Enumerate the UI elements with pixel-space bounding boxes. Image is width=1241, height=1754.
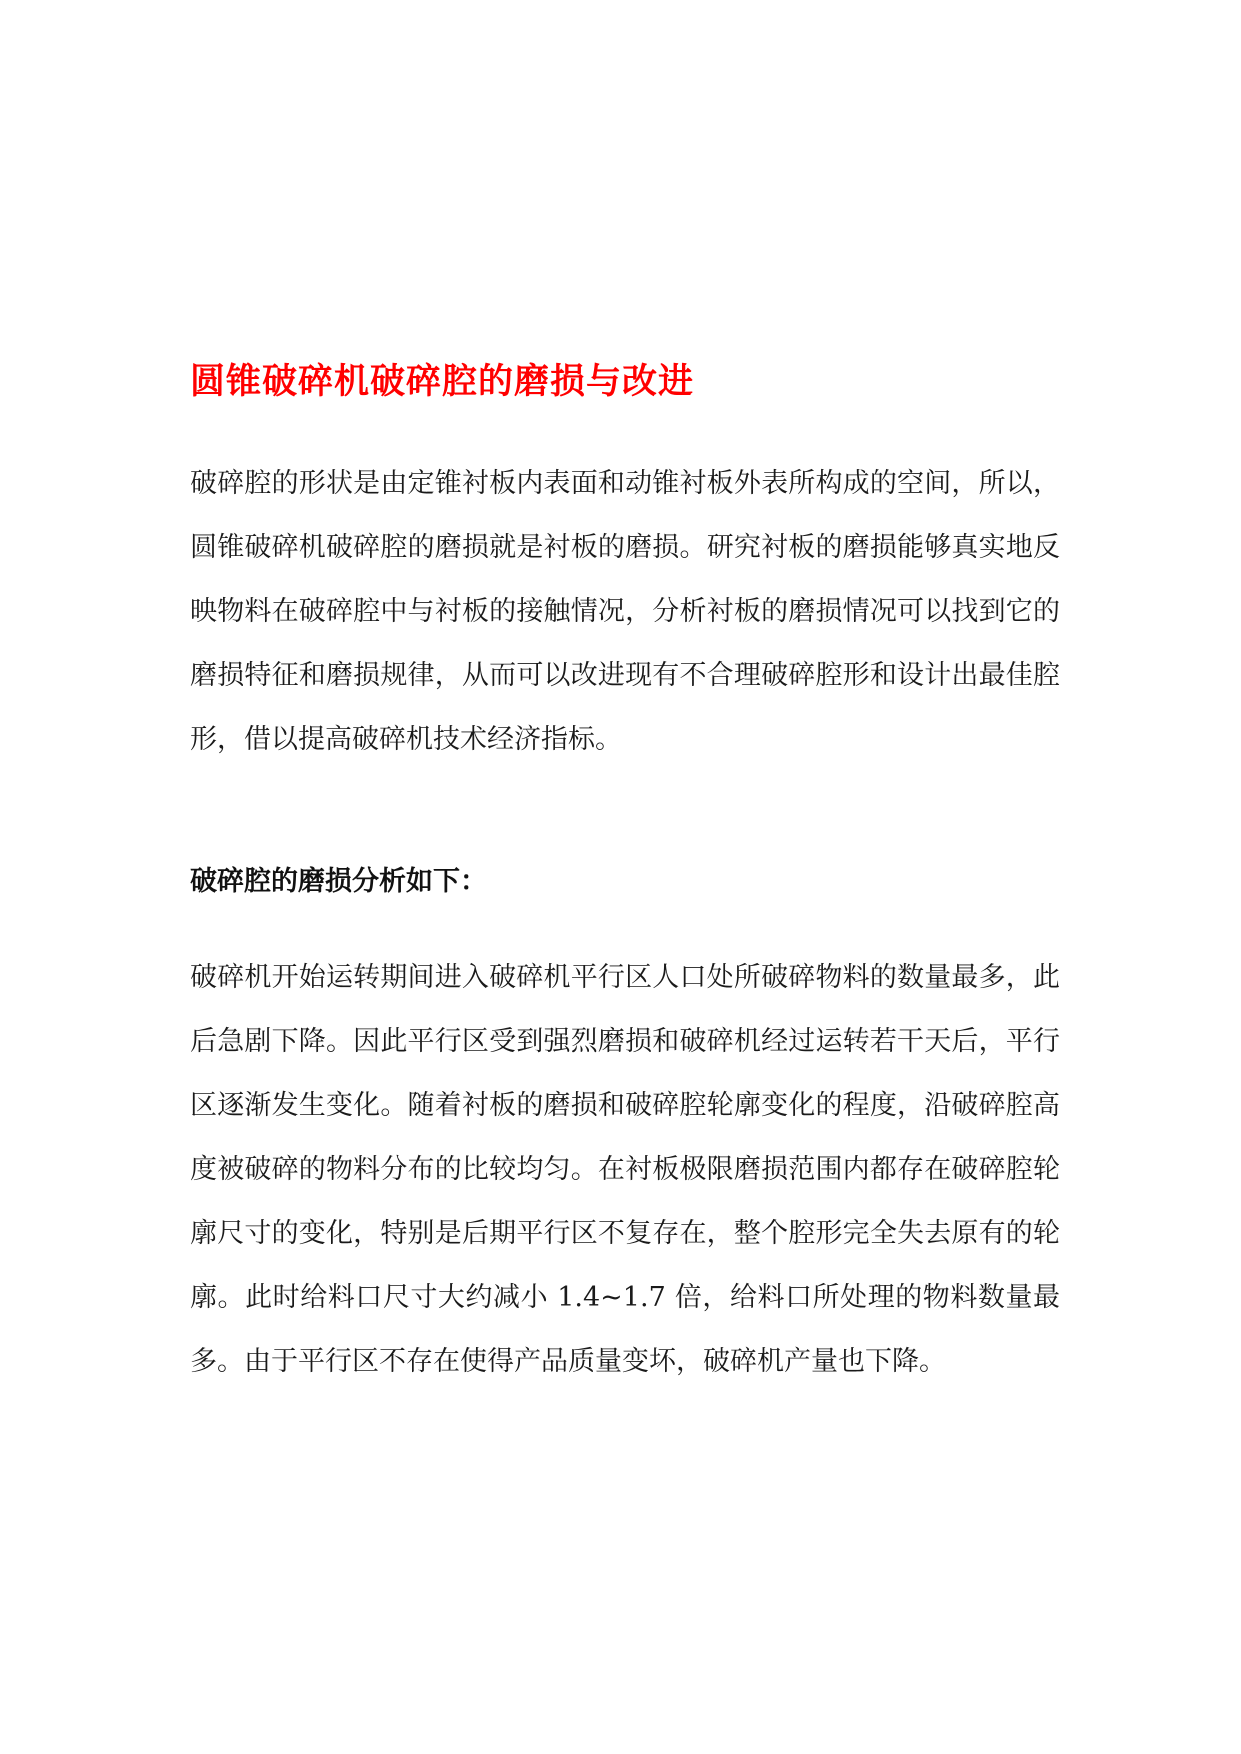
analysis-paragraph: 破碎机开始运转期间进入破碎机平行区人口处所破碎物料的数量最多，此后急剧下降。因此平行区受到强烈磨损和破碎机经过运转若干天后，平行区逐渐发生变化。随着衬板的磨损和破碎腔轮廓变化的程度，沿破碎腔高度被破碎的物料分布的比较均匀。在衬板极限磨损范围内都存在破碎腔轮廓尺寸的变化，特别是后期平行区不复存在，整个腔形完全失去原有的轮廓。此时给料口尺寸大约减小 1.4~1.7 倍，给料口所处理的物料数量最多。由于平行区不存在使得产品质量变坏，破碎机产量也下降。: [190, 962, 1060, 1377]
crusher-keyword: 破碎机: [244, 532, 326, 563]
intro-paragraph: [190, 452, 1060, 772]
document-title: 圆锥破碎机破碎腔的磨损与改进: [190, 361, 695, 402]
intro-text-after-keyword: 破碎腔的磨损就是衬板的磨损。研究衬板的磨损能够真实地反映物料在破碎腔中与衬板的接触情况，分析衬板的磨损情况可以找到它的磨损特征和磨损规律，从而可以改进现有不合理破碎腔形和设计出最佳腔形，借以提高破碎机技术经济指标。: [190, 532, 1061, 755]
document-body: [190, 352, 1060, 1394]
intro-text-before-keyword: 破碎腔的形状是由定锥衬板内表面和动锥衬板外表所构成的空间，所以，圆锥: [190, 468, 1060, 563]
analysis-subheading: 破碎腔的磨损分析如下：: [190, 866, 487, 897]
